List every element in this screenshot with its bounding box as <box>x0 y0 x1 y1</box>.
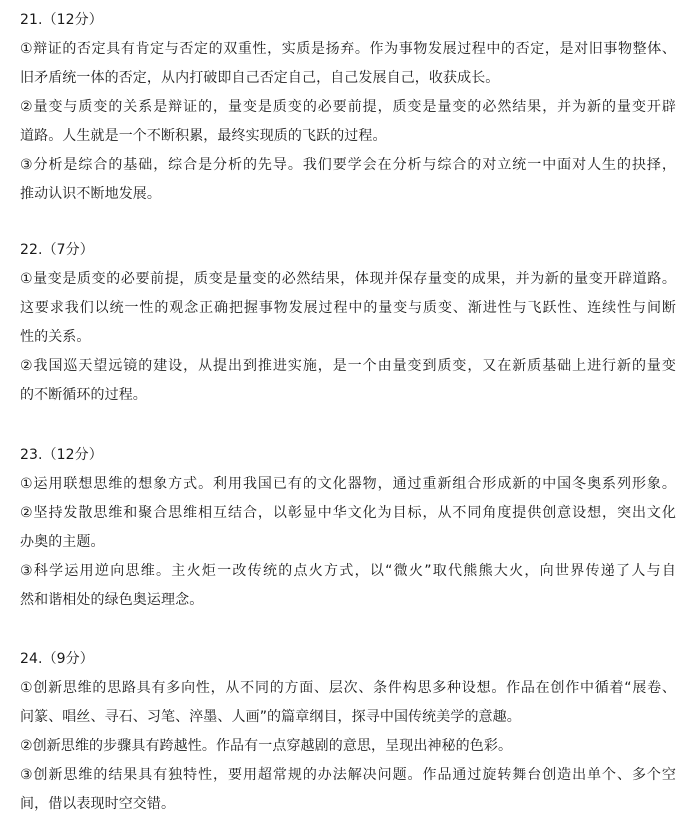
answer-section-24 <box>20 645 676 819</box>
answer-line: ③分析是综合的基础，综合是分析的先导。我们要学会在分析与综合的对立统一中面对人生的抉择， <box>20 157 676 173</box>
answer-line: ①创新思维的思路具有多向性，从不同的方面、层次、条件构思多种设想。作品在创作中循着“展卷、 <box>20 680 676 696</box>
answer-line: ③科学运用逆向思维。主火炬一改传统的点火方式，以“微火”取代熊熊大火，向世界传递了人与自 <box>20 563 676 579</box>
section-heading: 23.（12分） <box>20 447 103 463</box>
answer-line: 这要求我们以统一性的观念正确把握事物发展过程中的量变与质变、渐进性与飞跃性、连续性与间断 <box>20 300 676 316</box>
answer-line: 的不断循环的过程。 <box>20 387 147 403</box>
answer-line: ①辩证的否定具有肯定与否定的双重性，实质是扬弃。作为事物发展过程中的否定，是对旧事物整体、 <box>20 41 676 57</box>
section-heading: 24.（9分） <box>20 651 94 667</box>
answer-section-21 <box>20 6 676 209</box>
section-heading: 22.（7分） <box>20 242 94 258</box>
answer-line: 推动认识不断地发展。 <box>20 186 161 202</box>
answer-line: ③创新思维的结果具有独特性，要用超常规的办法解决问题。作品通过旋转舞台创造出单个、多个空 <box>20 767 676 783</box>
answer-line: 间，借以表现时空交错。 <box>20 796 176 812</box>
answer-line: ②量变与质变的关系是辩证的，量变是质变的必要前提，质变是量变的必然结果，并为新的量变开辟 <box>20 99 676 115</box>
answer-line: 办奥的主题。 <box>20 534 105 550</box>
answer-line: 问篆、唱丝、寻石、习笔、淬墨、人画”的篇章纲目，探寻中国传统美学的意趣。 <box>20 709 521 725</box>
answer-line: ②坚持发散思维和聚合思维相互结合，以彰显中华文化为目标，从不同角度提供创意设想，突出文化 <box>20 505 676 521</box>
answer-section-23 <box>20 441 676 615</box>
answer-line: 然和谐相处的绿色奥运理念。 <box>20 592 204 608</box>
answer-line: 道路。人生就是一个不断积累，最终实现质的飞跃的过程。 <box>20 128 387 144</box>
answer-section-22 <box>20 236 676 410</box>
answer-line: 性的关系。 <box>20 329 91 345</box>
answer-line: 旧矛盾统一体的否定，从内打破即自己否定自己，自己发展自己，收获成长。 <box>20 70 500 86</box>
answer-line: ②我国巡天望远镜的建设，从提出到推进实施，是一个由量变到质变，又在新质基础上进行新的量变 <box>20 358 676 374</box>
answer-line: ②创新思维的步骤具有跨越性。作品有一点穿越剧的意思，呈现出神秘的色彩。 <box>20 738 513 754</box>
answer-line: ①量变是质变的必要前提，质变是量变的必然结果，体现并保存量变的成果，并为新的量变开辟道路。 <box>20 271 676 287</box>
answer-line: ①运用联想思维的想象方式。利用我国已有的文化器物，通过重新组合形成新的中国冬奥系列形象。 <box>20 476 676 492</box>
section-heading: 21.（12分） <box>20 12 103 28</box>
